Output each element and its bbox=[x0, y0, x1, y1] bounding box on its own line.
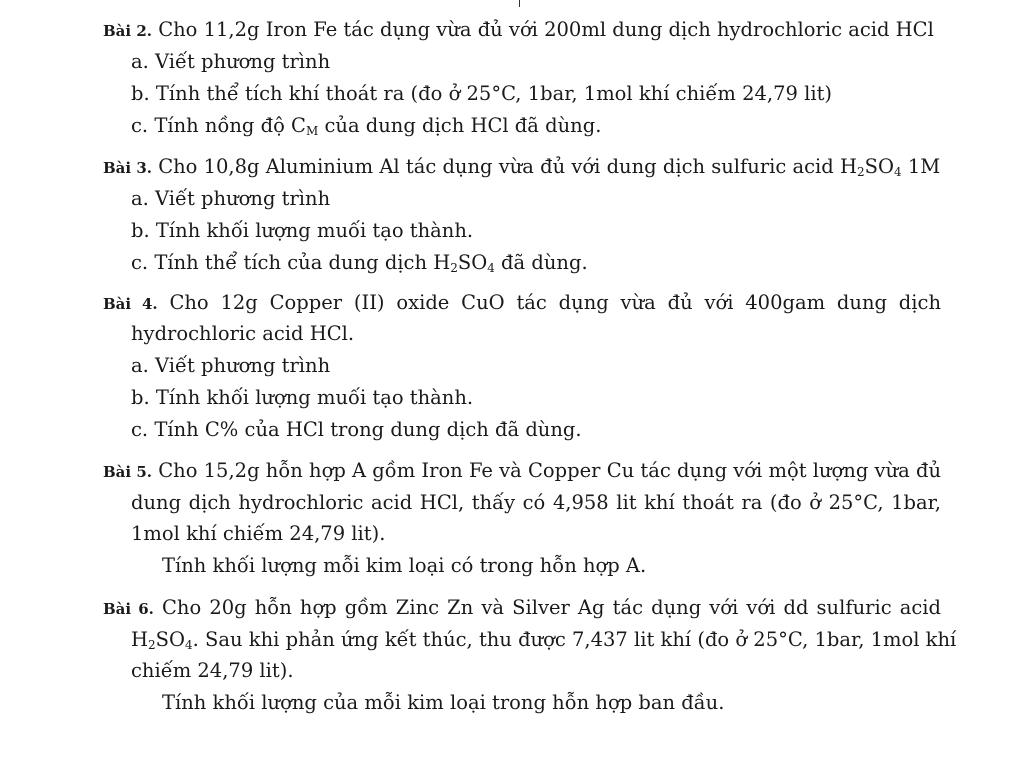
subscript: 4 bbox=[487, 261, 495, 275]
problem-6-text: . Sau khi phản ứng kết thúc, thu được 7,437 lit khí (đo ở 25°C, 1bar, 1mol khí bbox=[192, 628, 957, 651]
problem-5-stem bbox=[103, 458, 941, 485]
problem-2-part-a bbox=[131, 49, 330, 75]
part-letter: b. bbox=[131, 386, 150, 409]
problem-2-part-b bbox=[131, 81, 832, 107]
problem-5-task: Tính khối lượng mỗi kim loại có trong hỗn hợp A. bbox=[162, 554, 647, 577]
problem-6-text: SO bbox=[155, 628, 186, 651]
problem-2-part-c bbox=[131, 113, 601, 144]
problem-4-part-a bbox=[131, 353, 330, 379]
problem-6-label: Bài 6. bbox=[103, 600, 154, 618]
part-letter: a. bbox=[131, 187, 149, 210]
problem-5-stem-2: dung dịch hydrochloric acid HCl, thấy có 4,958 lit khí thoát ra (đo ở 25°C, 1bar, bbox=[131, 491, 941, 514]
part-letter: c. bbox=[131, 418, 149, 441]
problem-3-part-b bbox=[131, 218, 473, 244]
problem-3-part-c bbox=[131, 250, 588, 281]
problem-3-text: SO bbox=[864, 155, 894, 178]
subscript: 4 bbox=[185, 638, 193, 652]
problem-3-text: Cho 10,8g Aluminium Al tác dụng vừa đủ với dung dịch sulfuric acid H bbox=[158, 155, 857, 178]
part-letter: a. bbox=[131, 354, 149, 377]
problem-2-label: Bài 2. bbox=[103, 22, 152, 40]
part-text: SO bbox=[457, 251, 488, 274]
problem-5-label: Bài 5. bbox=[103, 463, 152, 481]
problem-4-part-c bbox=[131, 417, 582, 443]
problem-3-part-a bbox=[131, 186, 330, 212]
subscript: M bbox=[305, 124, 319, 138]
problem-5-stem-3: 1mol khí chiếm 24,79 lit). bbox=[131, 522, 386, 545]
part-letter: b. bbox=[131, 82, 150, 105]
problem-3-text: 1M bbox=[901, 155, 941, 178]
problem-5-text: Cho 15,2g hỗn hợp A gồm Iron Fe và Copper Cu tác dụng với một lượng vừa đủ bbox=[158, 459, 942, 482]
problem-4-text: Cho 12g Copper (II) oxide CuO tác dụng vừa đủ với 400gam dung dịch bbox=[169, 291, 942, 314]
problem-2-stem bbox=[103, 17, 934, 44]
part-text: Tính nồng độ C bbox=[154, 114, 306, 137]
part-text: của dung dịch HCl đã dùng. bbox=[318, 114, 602, 137]
problem-4-stem-2: hydrochloric acid HCl. bbox=[131, 322, 355, 345]
problem-6-stem bbox=[103, 595, 941, 622]
part-text: đã dùng. bbox=[494, 251, 588, 274]
part-text: Tính C% của HCl trong dung dịch đã dùng. bbox=[154, 418, 582, 441]
subscript: 4 bbox=[893, 165, 902, 179]
part-letter: b. bbox=[131, 219, 150, 242]
part-letter: a. bbox=[131, 50, 149, 73]
part-text: Tính khối lượng muối tạo thành. bbox=[155, 219, 474, 242]
part-text: Viết phương trình bbox=[155, 187, 331, 210]
problem-6-stem-3: chiếm 24,79 lit). bbox=[131, 659, 294, 682]
problem-6-stem-2 bbox=[131, 627, 956, 658]
problem-3-label: Bài 3. bbox=[103, 159, 152, 177]
problem-3-stem bbox=[103, 154, 940, 185]
problem-2-text: Cho 11,2g Iron Fe tác dụng vừa đủ với 200ml dung dịch hydrochloric acid HCl bbox=[158, 18, 934, 41]
problem-6-task: Tính khối lượng của mỗi kim loại trong hỗn hợp ban đầu. bbox=[162, 691, 725, 714]
page-top-tick bbox=[519, 0, 520, 7]
problem-6-text: Cho 20g hỗn hợp gồm Zinc Zn và Silver Ag tác dụng với với dd sulfuric acid bbox=[162, 596, 941, 619]
part-text: Tính thể tích của dung dịch H bbox=[154, 251, 451, 274]
problem-4-label: Bài 4. bbox=[103, 295, 158, 313]
problem-6-text: H bbox=[131, 628, 149, 651]
part-letter: c. bbox=[131, 251, 149, 274]
subscript: 2 bbox=[450, 261, 458, 275]
part-text: Tính khối lượng muối tạo thành. bbox=[155, 386, 474, 409]
part-text: Viết phương trình bbox=[155, 354, 331, 377]
subscript: 2 bbox=[148, 638, 156, 652]
problem-4-stem bbox=[103, 290, 941, 317]
part-text: Viết phương trình bbox=[155, 50, 331, 73]
subscript: 2 bbox=[856, 165, 865, 179]
part-text: Tính thể tích khí thoát ra (đo ở 25°C, 1bar, 1mol khí chiếm 24,79 lit) bbox=[155, 82, 833, 105]
problem-4-part-b bbox=[131, 385, 473, 411]
part-letter: c. bbox=[131, 114, 149, 137]
